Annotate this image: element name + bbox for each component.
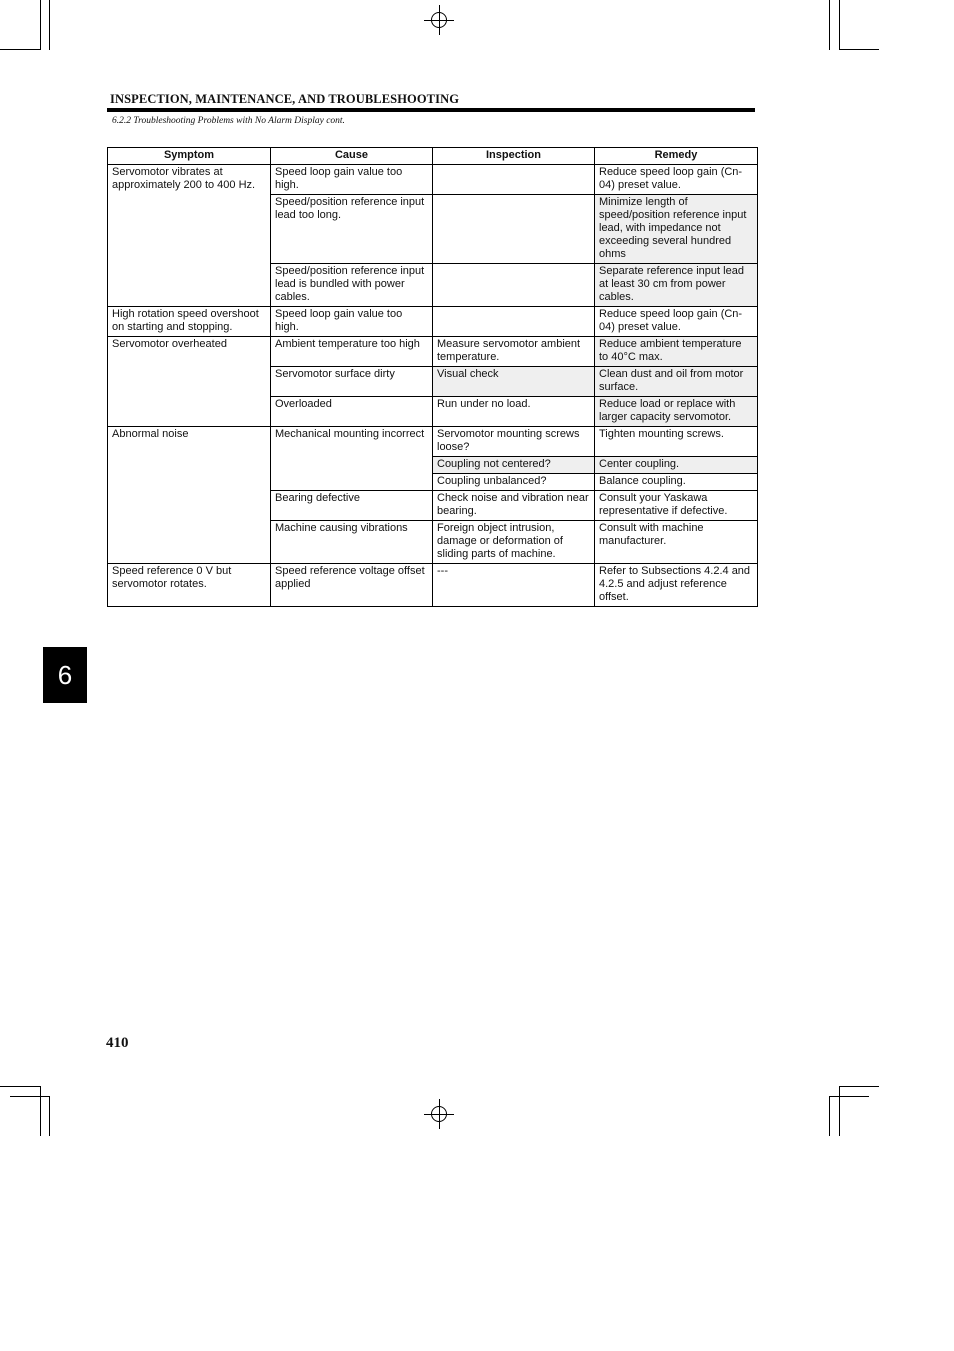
symptom-cell: Servomotor vibrates at approximately 200 to 400 Hz. — [108, 165, 271, 307]
title-rule — [107, 108, 755, 112]
crop-mark — [49, 1096, 50, 1136]
inspection-cell: Coupling not centered? — [433, 457, 595, 474]
inspection-cell: --- — [433, 564, 595, 607]
remedy-cell: Reduce ambient temperature to 40°C max. — [595, 337, 758, 367]
table-row — [108, 165, 758, 195]
column-header-symptom: Symptom — [108, 148, 271, 165]
inspection-cell — [433, 195, 595, 264]
symptom-cell: Speed reference 0 V but servomotor rotates. — [108, 564, 271, 607]
table-row — [108, 307, 758, 337]
symptom-cell: High rotation speed overshoot on starting and stopping. — [108, 307, 271, 337]
crop-mark — [839, 0, 840, 50]
table-row — [108, 564, 758, 607]
remedy-cell: Clean dust and oil from motor surface. — [595, 367, 758, 397]
crop-mark — [49, 0, 50, 50]
cause-cell: Speed/position reference input lead too long. — [271, 195, 433, 264]
crop-mark — [839, 1086, 879, 1087]
inspection-cell: Foreign object intrusion, damage or deformation of sliding parts of machine. — [433, 521, 595, 564]
remedy-cell: Consult your Yaskawa representative if defective. — [595, 491, 758, 521]
cause-cell: Servomotor surface dirty — [271, 367, 433, 397]
inspection-cell: Check noise and vibration near bearing. — [433, 491, 595, 521]
remedy-cell: Separate reference input lead at least 30 cm from power cables. — [595, 264, 758, 307]
subsection-title: 6.2.2 Troubleshooting Problems with No Alarm Display cont. — [112, 116, 345, 126]
inspection-cell: Visual check — [433, 367, 595, 397]
table-row — [108, 337, 758, 367]
inspection-cell — [433, 307, 595, 337]
remedy-cell: Tighten mounting screws. — [595, 427, 758, 457]
registration-mark-icon — [424, 5, 454, 35]
crop-mark — [10, 1096, 50, 1097]
section-title: INSPECTION, MAINTENANCE, AND TROUBLESHOOTING — [110, 92, 460, 106]
cause-cell: Machine causing vibrations — [271, 521, 433, 564]
inspection-cell: Run under no load. — [433, 397, 595, 427]
column-header-cause: Cause — [271, 148, 433, 165]
cause-cell: Speed/position reference input lead is bundled with power cables. — [271, 264, 433, 307]
registration-mark-icon — [424, 1099, 454, 1129]
table-row — [108, 427, 758, 457]
cause-cell: Speed loop gain value too high. — [271, 165, 433, 195]
page-number: 410 — [106, 1035, 129, 1051]
cause-cell: Ambient temperature too high — [271, 337, 433, 367]
cause-cell: Overloaded — [271, 397, 433, 427]
chapter-tab: 6 — [43, 647, 87, 703]
troubleshooting-table — [107, 147, 758, 607]
cause-cell: Speed loop gain value too high. — [271, 307, 433, 337]
crop-mark — [0, 1086, 40, 1087]
remedy-cell: Consult with machine manufacturer. — [595, 521, 758, 564]
remedy-cell: Reduce speed loop gain (Cn-04) preset value. — [595, 307, 758, 337]
remedy-cell: Reduce speed loop gain (Cn-04) preset value. — [595, 165, 758, 195]
inspection-cell — [433, 264, 595, 307]
remedy-cell: Reduce load or replace with larger capacity servomotor. — [595, 397, 758, 427]
remedy-cell: Minimize length of speed/position reference input lead, with impedance not exceeding several hundred ohms — [595, 195, 758, 264]
remedy-cell: Balance coupling. — [595, 474, 758, 491]
crop-mark — [839, 49, 879, 50]
symptom-cell: Servomotor overheated — [108, 337, 271, 427]
inspection-cell: Coupling unbalanced? — [433, 474, 595, 491]
column-header-inspection: Inspection — [433, 148, 595, 165]
column-header-remedy: Remedy — [595, 148, 758, 165]
inspection-cell — [433, 165, 595, 195]
inspection-cell: Measure servomotor ambient temperature. — [433, 337, 595, 367]
crop-mark — [40, 1086, 41, 1136]
crop-mark — [829, 0, 830, 50]
crop-mark — [40, 0, 41, 50]
crop-mark — [0, 49, 40, 50]
cause-cell: Mechanical mounting incorrect — [271, 427, 433, 491]
cause-cell: Bearing defective — [271, 491, 433, 521]
crop-mark — [829, 1096, 869, 1097]
inspection-cell: Servomotor mounting screws loose? — [433, 427, 595, 457]
crop-mark — [839, 1086, 840, 1136]
table-header-row — [108, 148, 758, 165]
cause-cell: Speed reference voltage offset applied — [271, 564, 433, 607]
remedy-cell: Center coupling. — [595, 457, 758, 474]
remedy-cell: Refer to Subsections 4.2.4 and 4.2.5 and adjust reference offset. — [595, 564, 758, 607]
crop-mark — [829, 1096, 830, 1136]
symptom-cell: Abnormal noise — [108, 427, 271, 564]
